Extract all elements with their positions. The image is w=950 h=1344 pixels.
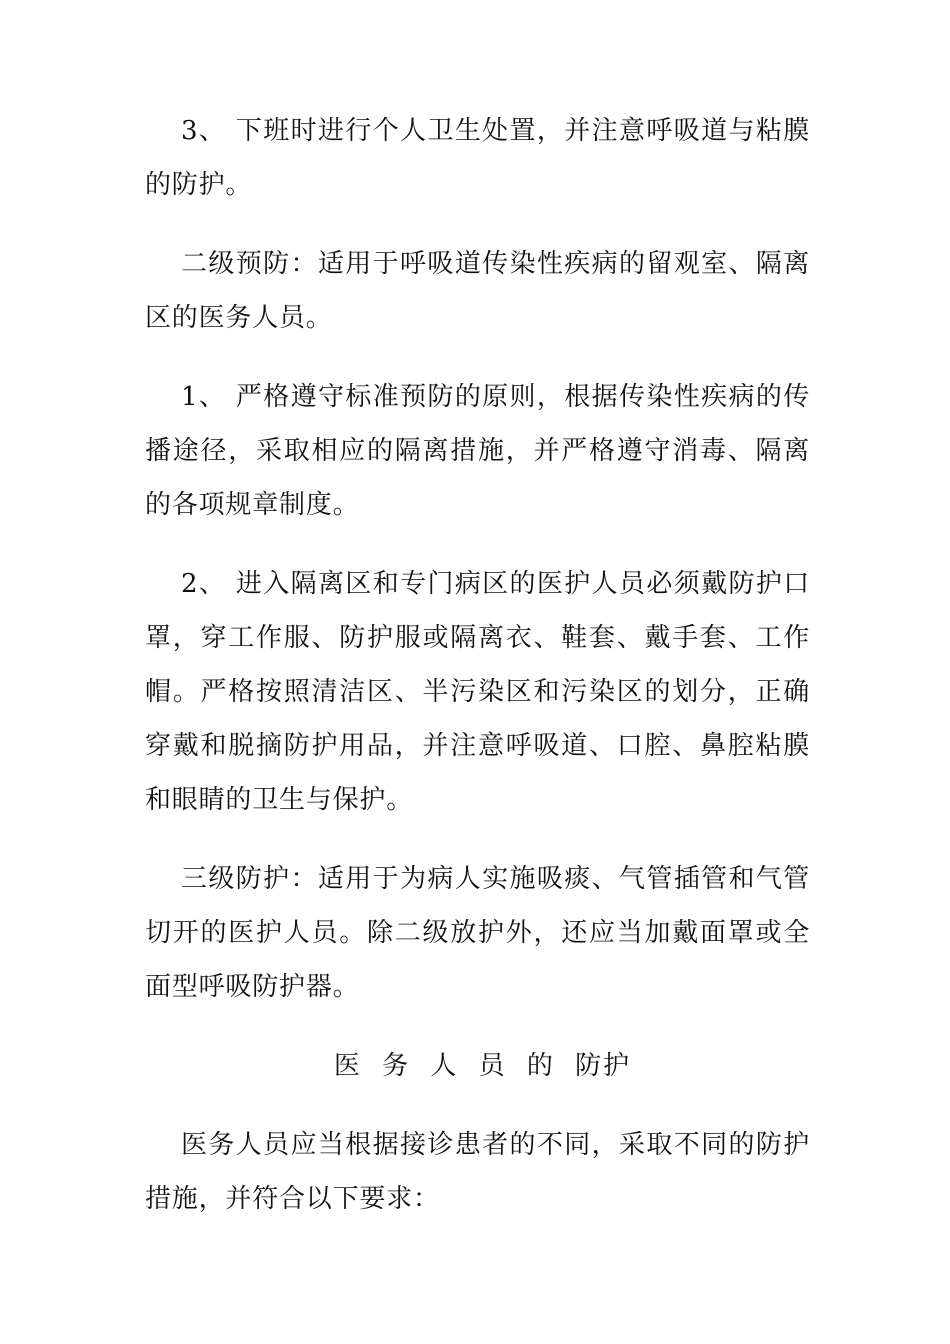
document-body: [145, 104, 810, 1251]
paragraph-personal-hygiene: 3、 下班时进行个人卫生处置，并注意呼吸道与粘膜的防护。: [145, 116, 810, 200]
paragraph-standard-precautions: 1、 严格遵守标准预防的原则，根据传染性疾病的传播途径，采取相应的隔离措施，并严格遵守消毒、隔离的各项规章制度。: [145, 382, 810, 520]
paragraph-protection-requirements: 医务人员应当根据接诊患者的不同，采取不同的防护措施，并符合以下要求：: [145, 1130, 810, 1214]
section-heading: 医 务 人 员 的 防护: [333, 1051, 632, 1081]
paragraph-isolation-area-protection: 2、 进入隔离区和专门病区的医护人员必须戴防护口罩，穿工作服、防护服或隔离衣、鞋套、戴手套、工作帽。严格按照清洁区、半污染区和污染区的划分，正确穿戴和脱摘防护用品，并注意呼吸道、口腔、鼻腔粘膜和眼睛的卫生与保护。: [145, 569, 810, 815]
paragraph-secondary-prevention: 二级预防：适用于呼吸道传染性疾病的留观室、隔离区的医务人员。: [145, 249, 810, 333]
paragraph-tertiary-protection: 三级防护：适用于为病人实施吸痰、气管插管和气管切开的医护人员。除二级放护外，还应当加戴面罩或全面型呼吸防护器。: [145, 864, 810, 1002]
